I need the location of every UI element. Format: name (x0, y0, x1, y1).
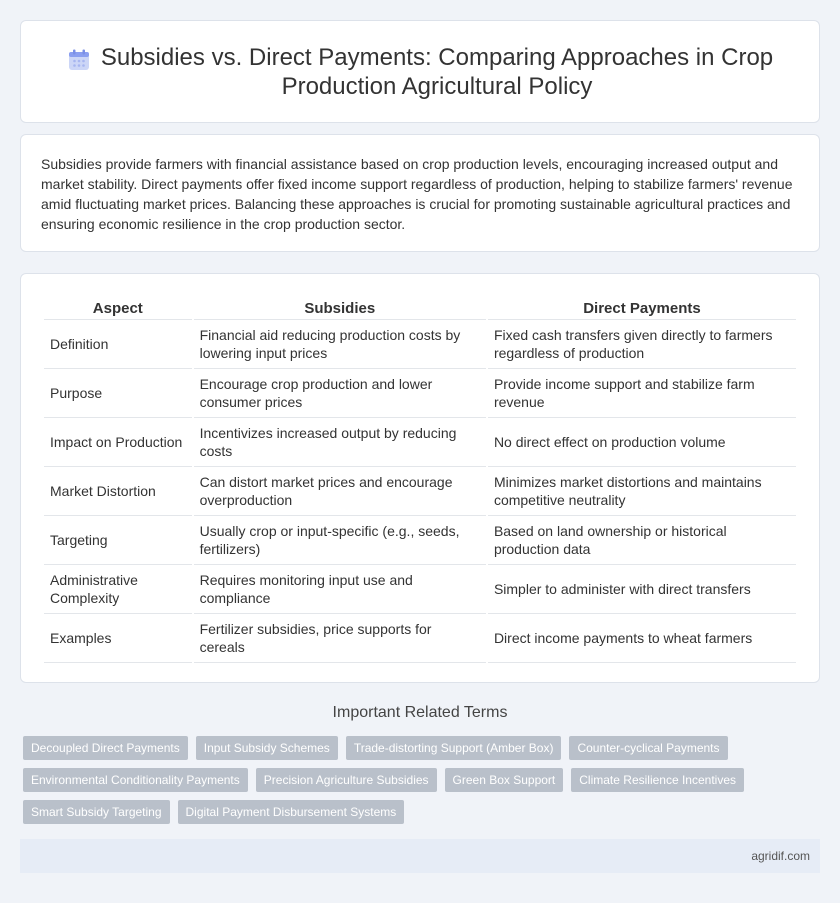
footer (20, 839, 820, 873)
footer-site-link[interactable]: agridif.com (751, 849, 810, 863)
table-row (44, 418, 796, 467)
calendar-icon (67, 48, 91, 72)
comparison-table-card (20, 273, 820, 683)
related-term-tag[interactable]: Smart Subsidy Targeting (23, 800, 170, 824)
related-term-tag[interactable]: Trade-distorting Support (Amber Box) (346, 736, 562, 760)
table-row (44, 320, 796, 369)
column-header-aspect: Aspect (44, 295, 192, 320)
subsidies-cell: Encourage crop production and lower consumer prices (194, 369, 486, 418)
related-term-tag[interactable]: Precision Agriculture Subsidies (256, 768, 437, 792)
direct-payments-cell: No direct effect on production volume (488, 418, 796, 467)
aspect-cell: Purpose (44, 369, 192, 418)
direct-payments-cell: Simpler to administer with direct transfers (488, 565, 796, 614)
subsidies-cell: Financial aid reducing production costs by lowering input prices (194, 320, 486, 369)
header-card (20, 20, 820, 123)
subsidies-cell: Incentivizes increased output by reducing costs (194, 418, 486, 467)
subsidies-cell: Requires monitoring input use and compliance (194, 565, 486, 614)
column-header-subsidies: Subsidies (194, 295, 486, 320)
aspect-cell: Examples (44, 614, 192, 663)
aspect-cell: Definition (44, 320, 192, 369)
table-row (44, 369, 796, 418)
intro-paragraph: Subsidies provide farmers with financial assistance based on crop production levels, encouraging increased output and market stability. Direct payments offer fixed income support regardless of production, helping to stabilize farmers' revenue amid fluctuating market prices. Balancing these approaches is crucial for promoting sustainable agricultural practices and ensuring economic resilience in the crop production sector. (41, 156, 793, 232)
related-term-tag[interactable]: Green Box Support (445, 768, 564, 792)
direct-payments-cell: Direct income payments to wheat farmers (488, 614, 796, 663)
comparison-table (42, 295, 798, 663)
related-terms-title: Important Related Terms (332, 704, 508, 721)
direct-payments-cell: Fixed cash transfers given directly to farmers regardless of production (488, 320, 796, 369)
aspect-cell: Targeting (44, 516, 192, 565)
direct-payments-cell: Based on land ownership or historical production data (488, 516, 796, 565)
table-row (44, 516, 796, 565)
page-title: Subsidies vs. Direct Payments: Comparing Approaches in Crop Production Agricultural Policy (100, 43, 774, 100)
aspect-cell: Market Distortion (44, 467, 192, 516)
related-term-tag[interactable]: Digital Payment Disbursement Systems (178, 800, 405, 824)
column-header-direct-payments: Direct Payments (488, 295, 796, 320)
related-term-tag[interactable]: Input Subsidy Schemes (196, 736, 338, 760)
aspect-cell: Administrative Complexity (44, 565, 192, 614)
table-row (44, 565, 796, 614)
table-header-row (44, 295, 796, 320)
related-term-tag[interactable]: Counter-cyclical Payments (569, 736, 727, 760)
subsidies-cell: Can distort market prices and encourage overproduction (194, 467, 486, 516)
direct-payments-cell: Minimizes market distortions and maintains competitive neutrality (488, 467, 796, 516)
subsidies-cell: Usually crop or input-specific (e.g., seeds, fertilizers) (194, 516, 486, 565)
intro-card (20, 134, 820, 252)
related-term-tag[interactable]: Decoupled Direct Payments (23, 736, 188, 760)
aspect-cell: Impact on Production (44, 418, 192, 467)
table-row (44, 467, 796, 516)
related-term-tag[interactable]: Climate Resilience Incentives (571, 768, 744, 792)
table-row (44, 614, 796, 663)
related-terms-list (23, 736, 783, 832)
direct-payments-cell: Provide income support and stabilize farm revenue (488, 369, 796, 418)
subsidies-cell: Fertilizer subsidies, price supports for cereals (194, 614, 486, 663)
related-term-tag[interactable]: Environmental Conditionality Payments (23, 768, 248, 792)
